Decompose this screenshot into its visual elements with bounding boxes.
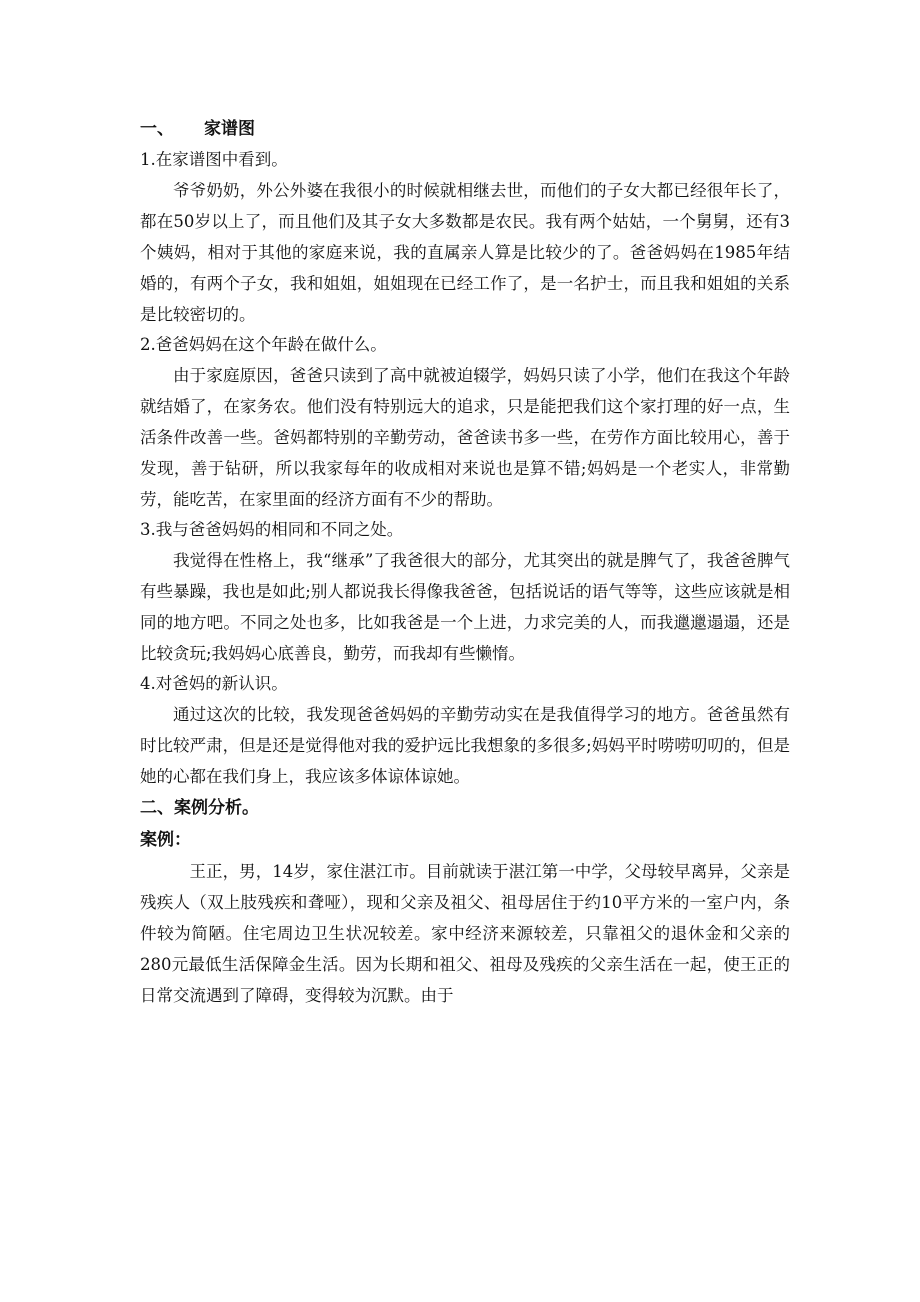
item-2-heading: 2.爸爸妈妈在这个年龄在做什么。: [140, 335, 387, 354]
item-4-paragraph: 通过这次的比较，我发现爸爸妈妈的辛勤劳动实在是我值得学习的地方。爸爸虽然有时比较严肃，但是还是觉得他对我的爱护远比我想象的多很多;妈妈平时唠唠叨叨的，但是她的心都在我们身上，我应该多体谅体谅她。: [140, 705, 790, 786]
item-1-paragraph: 爷爷奶奶，外公外婆在我很小的时候就相继去世，而他们的子女大都已经很年长了，都在50岁以上了，而且他们及其子女大多数都是农民。我有两个姑姑，一个舅舅，还有3个姨妈，相对于其他的家庭来说，我的直属亲人算是比较少的了。爸爸妈妈在1985年结婚的，有两个子女，我和姐姐，姐姐现在已经工作了，是一名护士，而且我和姐姐的关系是比较密切的。: [140, 181, 790, 324]
case-paragraph: 王正，男，14岁，家住湛江市。目前就读于湛江第一中学，父母较早离异，父亲是残疾人（双上肢残疾和聋哑），现和父亲及祖父、祖母居住于约10平方米的一室户内，条件较为简陋。住宅周边卫生状况较差。家中经济来源较差，只靠祖父的退休金和父亲的280元最低生活保障金生活。因为长期和祖父、祖母及残疾的父亲生活在一起，使王正的日常交流遇到了障碍，变得较为沉默。由于: [140, 862, 790, 1005]
document-body: [140, 113, 790, 1011]
item-2-paragraph: 由于家庭原因，爸爸只读到了高中就被迫辍学，妈妈只读了小学，他们在我这个年龄就结婚了，在家务农。他们没有特别远大的追求，只是能把我们这个家打理的好一点，生活条件改善一些。爸妈都特别的辛勤劳动，爸爸读书多一些，在劳作方面比较用心，善于发现，善于钻研，所以我家每年的收成相对来说也是算不错;妈妈是一个老实人，非常勤劳，能吃苦，在家里面的经济方面有不少的帮助。: [140, 366, 790, 509]
section-1-heading: [140, 113, 790, 145]
case-label: 案例：: [140, 830, 191, 850]
section-1-title: 家谱图: [204, 119, 255, 139]
item-1-heading: 1.在家谱图中看到。: [140, 150, 288, 169]
section-2-heading: 二、案例分析。: [140, 798, 259, 818]
item-4-heading: 4.对爸妈的新认识。: [140, 674, 288, 693]
item-3-heading: 3.我与爸爸妈妈的相同和不同之处。: [140, 520, 404, 539]
item-3-paragraph: 我觉得在性格上，我“继承”了我爸很大的部分，尤其突出的就是脾气了，我爸爸脾气有些暴躁，我也是如此;别人都说我长得像我爸爸，包括说话的语气等等，这些应该就是相同的地方吧。不同之处也多，比如我爸是一个上进，力求完美的人，而我邋邋遢遢，还是比较贪玩;我妈妈心底善良，勤劳，而我却有些懒惰。: [140, 551, 790, 663]
section-1-number: 一、: [140, 119, 174, 139]
